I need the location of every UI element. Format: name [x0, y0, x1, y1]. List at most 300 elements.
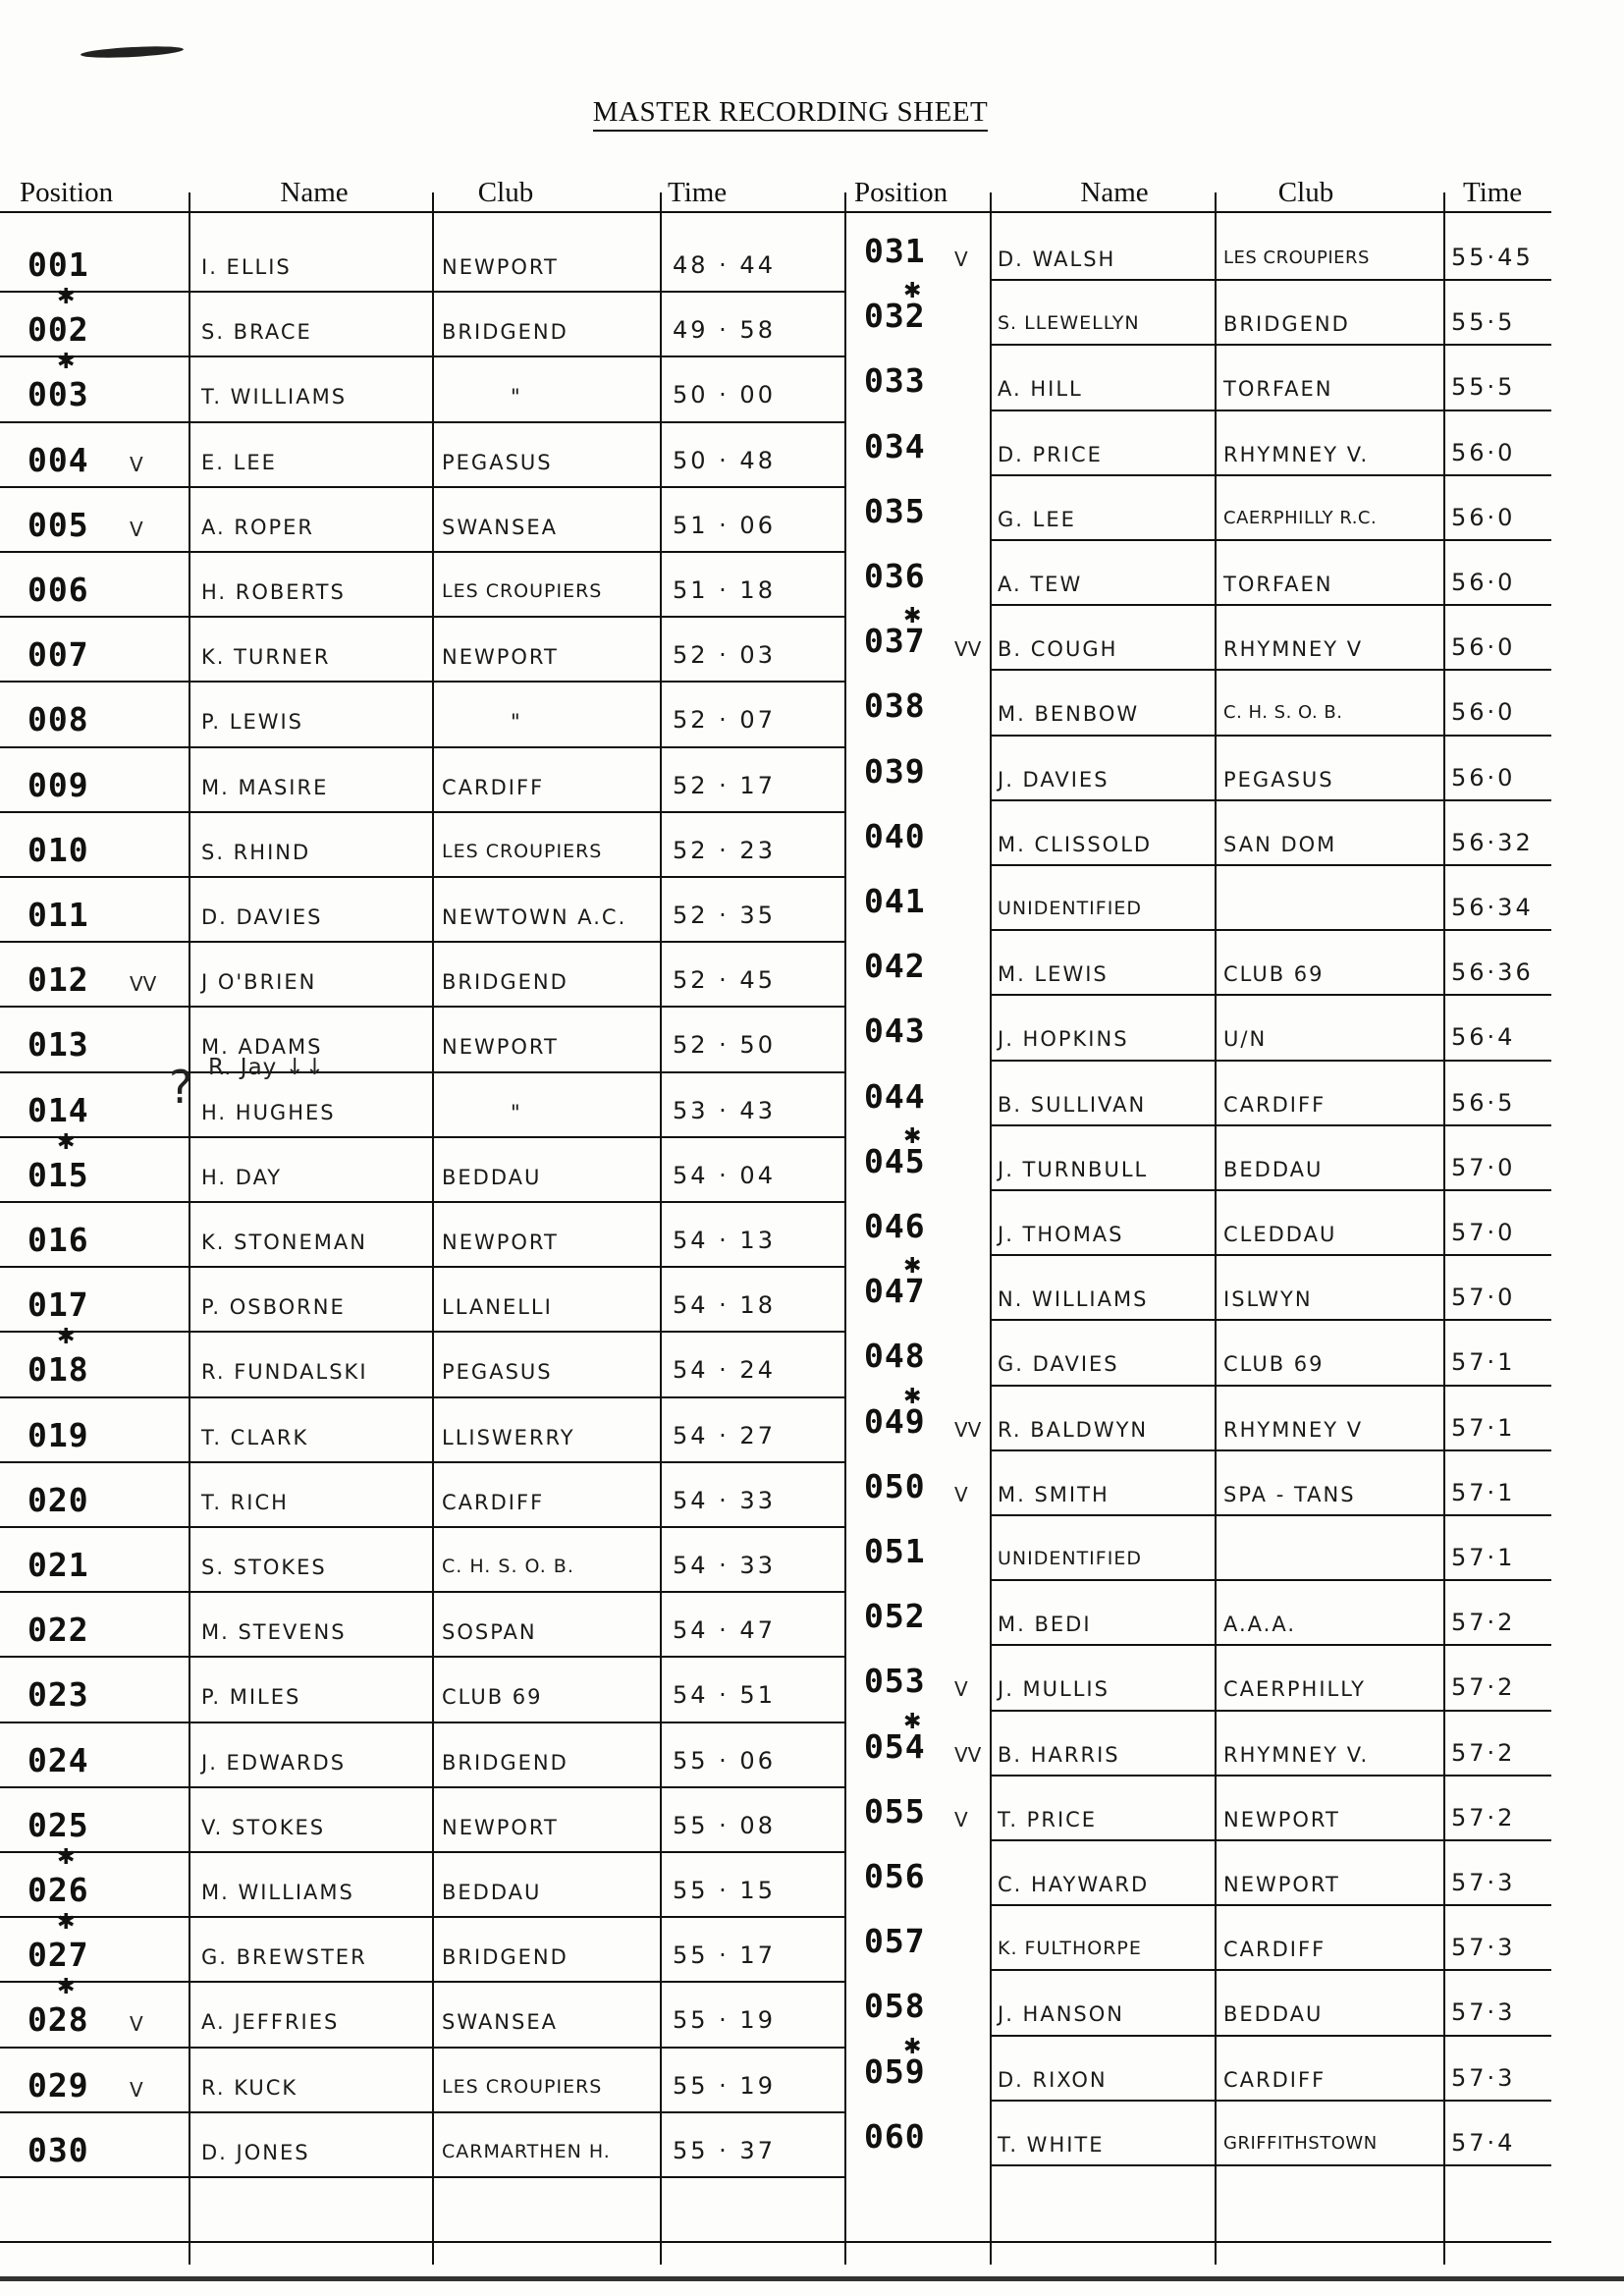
runner-club: LES CROUPIERS: [442, 841, 603, 862]
runner-name: B. COUGH: [998, 637, 1118, 661]
row-rule: [990, 1710, 1551, 1712]
runner-club: BEDDAU: [442, 1881, 542, 1904]
verification-mark: V: [954, 1483, 968, 1506]
runner-club: BRIDGEND: [442, 320, 568, 344]
position-number: 018: [27, 1350, 89, 1389]
row-rule: [0, 1981, 844, 1983]
position-number: 025: [27, 1806, 89, 1844]
row-rule: [990, 864, 1551, 866]
runner-name: B. SULLIVAN: [998, 1093, 1147, 1117]
position-number: 022: [27, 1611, 89, 1649]
runner-name: J. MULLIS: [998, 1677, 1110, 1701]
row-rule: [990, 1319, 1551, 1321]
runner-club: RHYMNEY V.: [1223, 443, 1370, 466]
position-number: 053: [864, 1662, 926, 1700]
position-number: 037: [864, 622, 926, 660]
position-number: 058: [864, 1987, 926, 2025]
finish-time: 57·1: [1451, 1479, 1516, 1506]
runner-club: TORFAEN: [1223, 377, 1333, 401]
row-rule: [990, 994, 1551, 996]
runner-club: CARDIFF: [442, 1491, 545, 1514]
position-number: 036: [864, 557, 926, 595]
column-rule: [990, 192, 992, 2265]
row-rule: [0, 2241, 1551, 2243]
runner-name: M. SMITH: [998, 1483, 1110, 1506]
runner-name: J. DAVIES: [998, 768, 1110, 792]
runner-name: S. BRACE: [201, 320, 312, 344]
runner-name: P. LEWIS: [201, 710, 303, 734]
finish-time: 54 · 24: [673, 1356, 776, 1384]
runner-name: S. RHIND: [201, 841, 311, 864]
row-rule: [0, 486, 844, 488]
position-number: 017: [27, 1285, 89, 1324]
finish-time: 57·3: [1451, 1934, 1516, 1961]
finish-time: 56·0: [1451, 504, 1516, 531]
runner-name: UNIDENTIFIED: [998, 1548, 1142, 1569]
star-mark: ✱: [903, 604, 922, 629]
finish-time: 55·5: [1451, 308, 1516, 336]
runner-club: CARDIFF: [442, 776, 545, 799]
runner-club: NEWPORT: [442, 1035, 559, 1059]
finish-time: 52 · 03: [673, 641, 776, 669]
position-number: 026: [27, 1871, 89, 1909]
runner-club: ": [511, 710, 522, 734]
star-mark: ✱: [57, 1130, 76, 1155]
finish-time: 55 · 15: [673, 1877, 776, 1904]
finish-time: 53 · 43: [673, 1097, 776, 1124]
runner-club: ": [511, 1101, 522, 1124]
row-rule: [990, 604, 1551, 606]
runner-name: J. EDWARDS: [201, 1751, 347, 1775]
row-rule: [0, 681, 844, 683]
row-rule: [990, 1904, 1551, 1906]
row-rule: [0, 1656, 844, 1658]
runner-name: T. WILLIAMS: [201, 385, 348, 409]
star-mark: ✱: [57, 1325, 76, 1349]
runner-name: R. KUCK: [201, 2076, 298, 2100]
runner-name: A. JEFFRIES: [201, 2010, 340, 2034]
runner-club: C. H. S. O. B.: [442, 1556, 574, 1577]
position-number: 043: [864, 1011, 926, 1050]
row-rule: [0, 811, 844, 813]
runner-name: D. DAVIES: [201, 905, 323, 929]
row-rule: [0, 355, 844, 357]
star-mark: ✱: [57, 1975, 76, 1999]
finish-time: 57·2: [1451, 1609, 1516, 1636]
finish-time: 56·34: [1451, 894, 1534, 921]
column-rule: [660, 192, 662, 2265]
runner-name: E. LEE: [201, 451, 277, 474]
position-number: 033: [864, 361, 926, 400]
finish-time: 52 · 17: [673, 772, 776, 799]
runner-name: UNIDENTIFIED: [998, 898, 1142, 919]
position-number: 054: [864, 1727, 926, 1766]
finish-time: 56·0: [1451, 569, 1516, 596]
runner-club: LLISWERRY: [442, 1426, 575, 1449]
position-number: 031: [864, 232, 926, 270]
finish-time: 55 · 17: [673, 1941, 776, 1969]
row-rule: [0, 1591, 844, 1593]
runner-club: NEWTOWN A.C.: [442, 905, 627, 929]
header-rule: [0, 211, 1551, 213]
row-rule: [0, 421, 844, 423]
position-number: 039: [864, 752, 926, 791]
position-number: 046: [864, 1207, 926, 1245]
header-left-club: Club: [477, 177, 534, 208]
finish-time: 50 · 00: [673, 381, 776, 409]
row-rule: [990, 1060, 1551, 1062]
runner-club: BEDDAU: [1223, 1158, 1324, 1181]
row-rule: [0, 1722, 844, 1723]
finish-time: 57·0: [1451, 1219, 1516, 1246]
finish-time: 55 · 06: [673, 1747, 776, 1775]
row-rule: [990, 344, 1551, 346]
runner-club: LES CROUPIERS: [1223, 247, 1370, 268]
star-mark: ✱: [903, 1124, 922, 1149]
runner-name: T. WHITE: [998, 2133, 1105, 2157]
runner-name: M. LEWIS: [998, 962, 1109, 986]
position-number: 049: [864, 1402, 926, 1441]
column-rule: [1443, 192, 1445, 2265]
runner-club: CARDIFF: [1223, 1093, 1326, 1117]
header-right-time: Time: [1463, 177, 1523, 208]
position-number: 045: [864, 1142, 926, 1180]
finish-time: 54 · 33: [673, 1552, 776, 1579]
position-number: 047: [864, 1272, 926, 1310]
runner-name: J O'BRIEN: [201, 970, 317, 994]
runner-club: RHYMNEY V: [1223, 1418, 1364, 1442]
runner-name: M. BENBOW: [998, 702, 1140, 726]
runner-name: D. WALSH: [998, 247, 1116, 271]
verification-mark: VV: [954, 1743, 982, 1767]
runner-name: G. DAVIES: [998, 1352, 1119, 1376]
finish-time: 51 · 06: [673, 512, 776, 539]
row-rule: [0, 551, 844, 553]
finish-time: 54 · 04: [673, 1162, 776, 1189]
finish-time: 54 · 18: [673, 1291, 776, 1319]
header-right-club: Club: [1277, 177, 1334, 208]
row-rule: [990, 2035, 1551, 2037]
runner-name: J. THOMAS: [998, 1223, 1124, 1246]
finish-time: 57·2: [1451, 1739, 1516, 1767]
finish-time: 57·1: [1451, 1348, 1516, 1376]
ink-smudge: [81, 44, 184, 59]
finish-time: 55 · 19: [673, 2072, 776, 2100]
runner-club: LLANELLI: [442, 1295, 553, 1319]
row-rule: [0, 1201, 844, 1203]
position-number: 020: [27, 1481, 89, 1519]
runner-club: TORFAEN: [1223, 573, 1333, 596]
runner-club: NEWPORT: [1223, 1808, 1340, 1831]
runner-name: M. BEDI: [998, 1613, 1092, 1636]
position-number: 013: [27, 1025, 89, 1064]
runner-club: NEWPORT: [442, 1230, 559, 1254]
row-rule: [990, 1124, 1551, 1126]
runner-club: CARDIFF: [1223, 1938, 1326, 1961]
column-rule: [189, 192, 190, 2265]
runner-name: M. STEVENS: [201, 1620, 347, 1644]
finish-time: 56·32: [1451, 829, 1534, 856]
position-number: 006: [27, 571, 89, 609]
runner-club: A.A.A.: [1223, 1613, 1297, 1636]
position-number: 040: [864, 817, 926, 855]
position-number: 024: [27, 1741, 89, 1779]
finish-time: 50 · 48: [673, 447, 776, 474]
page-bottom-edge: [0, 2276, 1624, 2281]
row-rule: [990, 410, 1551, 411]
finish-time: 56·36: [1451, 958, 1534, 986]
position-number: 021: [27, 1546, 89, 1584]
finish-time: 57·2: [1451, 1673, 1516, 1701]
star-mark: ✱: [903, 1254, 922, 1279]
runner-name: D. PRICE: [998, 443, 1103, 466]
position-number: 055: [864, 1792, 926, 1831]
finish-time: 52 · 07: [673, 706, 776, 734]
runner-name: P. OSBORNE: [201, 1295, 346, 1319]
star-mark: ✱: [57, 285, 76, 309]
position-number: 048: [864, 1337, 926, 1375]
runner-club: NEWPORT: [442, 255, 559, 279]
runner-club: C. H. S. O. B.: [1223, 702, 1343, 723]
runner-club: CAERPHILLY R.C.: [1223, 508, 1378, 528]
finish-time: 52 · 45: [673, 966, 776, 994]
finish-time: 56·5: [1451, 1089, 1516, 1117]
row-rule: [0, 1071, 844, 1073]
runner-name: V. STOKES: [201, 1816, 326, 1839]
runner-name: J. HANSON: [998, 2002, 1124, 2026]
runner-club: CLUB 69: [1223, 962, 1325, 986]
star-mark: ✱: [57, 1845, 76, 1870]
question-mark-note: ?: [169, 1061, 193, 1114]
position-number: 044: [864, 1077, 926, 1116]
verification-mark: V: [130, 518, 143, 541]
row-rule: [990, 2100, 1551, 2102]
finish-time: 52 · 50: [673, 1031, 776, 1059]
finish-time: 54 · 51: [673, 1681, 776, 1709]
position-number: 041: [864, 882, 926, 920]
position-number: 034: [864, 427, 926, 465]
runner-name: A. TEW: [998, 573, 1083, 596]
runner-name: B. HARRIS: [998, 1743, 1120, 1767]
position-number: 011: [27, 896, 89, 934]
sheet-title: [0, 96, 1581, 129]
column-rule: [1215, 192, 1217, 2265]
verification-mark: V: [130, 453, 143, 476]
finish-time: 51 · 18: [673, 576, 776, 604]
runner-name: H. DAY: [201, 1166, 283, 1189]
row-rule: [0, 1266, 844, 1268]
row-rule: [990, 929, 1551, 931]
verification-mark: V: [954, 1808, 968, 1831]
added-name-note: R. Jay ↓↓: [208, 1055, 326, 1080]
runner-name: S. STOKES: [201, 1556, 327, 1579]
runner-club: BRIDGEND: [1223, 312, 1350, 336]
runner-club: RHYMNEY V: [1223, 637, 1364, 661]
row-rule: [990, 1644, 1551, 1646]
runner-club: SWANSEA: [442, 516, 558, 539]
position-number: 015: [27, 1156, 89, 1194]
position-number: 051: [864, 1532, 926, 1570]
runner-club: SWANSEA: [442, 2010, 558, 2034]
runner-club: PEGASUS: [442, 1360, 553, 1384]
row-rule: [0, 291, 844, 293]
position-number: 050: [864, 1467, 926, 1505]
runner-name: J. TURNBULL: [998, 1158, 1149, 1181]
header-right-position: Position: [854, 177, 948, 208]
finish-time: 57·1: [1451, 1544, 1516, 1571]
position-number: 001: [27, 246, 89, 284]
position-number: 003: [27, 375, 89, 413]
runner-name: G. LEE: [998, 508, 1076, 531]
position-number: 002: [27, 310, 89, 349]
row-rule: [990, 1969, 1551, 1971]
runner-name: K. STONEMAN: [201, 1230, 367, 1254]
runner-club: RHYMNEY V.: [1223, 1743, 1370, 1767]
star-mark: ✱: [903, 2035, 922, 2059]
position-number: 023: [27, 1675, 89, 1714]
runner-name: M. WILLIAMS: [201, 1881, 354, 1904]
finish-time: 57·2: [1451, 1804, 1516, 1831]
position-number: 007: [27, 635, 89, 674]
row-rule: [990, 1385, 1551, 1387]
row-rule: [0, 1461, 844, 1463]
verification-mark: V: [130, 2078, 143, 2102]
column-rule: [432, 192, 434, 2265]
position-number: 009: [27, 766, 89, 804]
row-rule: [990, 1449, 1551, 1451]
runner-name: A. ROPER: [201, 516, 314, 539]
runner-name: M. ADAMS: [201, 1035, 323, 1059]
row-rule: [0, 2176, 844, 2178]
position-number: 008: [27, 700, 89, 738]
row-rule: [990, 735, 1551, 737]
position-number: 019: [27, 1416, 89, 1454]
runner-club: BRIDGEND: [442, 1751, 568, 1775]
row-rule: [990, 474, 1551, 476]
row-rule: [0, 1136, 844, 1138]
runner-club: LES CROUPIERS: [442, 580, 603, 602]
row-rule: [0, 1396, 844, 1398]
runner-name: T. CLARK: [201, 1426, 309, 1449]
row-rule: [0, 876, 844, 878]
runner-name: D. RIXON: [998, 2068, 1108, 2092]
row-rule: [990, 1189, 1551, 1191]
row-rule: [990, 539, 1551, 541]
runner-club: ISLWYN: [1223, 1287, 1313, 1311]
runner-club: BRIDGEND: [442, 1945, 568, 1969]
finish-time: 52 · 35: [673, 902, 776, 929]
runner-club: LES CROUPIERS: [442, 2076, 603, 2098]
position-number: 010: [27, 831, 89, 869]
runner-club: CAERPHILLY: [1223, 1677, 1366, 1701]
header-left-name: Name: [280, 177, 349, 208]
runner-name: M. CLISSOLD: [998, 833, 1153, 856]
verification-mark: V: [954, 247, 968, 271]
verification-mark: V: [954, 1677, 968, 1701]
finish-time: 54 · 33: [673, 1487, 776, 1514]
row-rule: [990, 1514, 1551, 1516]
header-right-name: Name: [1080, 177, 1149, 208]
finish-time: 54 · 13: [673, 1227, 776, 1254]
finish-time: 57·0: [1451, 1284, 1516, 1311]
position-number: 016: [27, 1221, 89, 1259]
position-number: 012: [27, 960, 89, 999]
position-number: 030: [27, 2131, 89, 2169]
star-mark: ✱: [903, 1710, 922, 1734]
star-mark: ✱: [57, 350, 76, 374]
finish-time: 57·3: [1451, 1998, 1516, 2026]
runner-club: NEWPORT: [442, 645, 559, 669]
runner-club: CARDIFF: [1223, 2068, 1326, 2092]
runner-name: K. FULTHORPE: [998, 1938, 1142, 1959]
runner-name: G. BREWSTER: [201, 1945, 367, 1969]
finish-time: 48 · 44: [673, 251, 776, 279]
runner-name: M. MASIRE: [201, 776, 329, 799]
row-rule: [0, 746, 844, 748]
header-left-time: Time: [668, 177, 728, 208]
runner-name: D. JONES: [201, 2141, 310, 2164]
position-number: 029: [27, 2066, 89, 2105]
star-mark: ✱: [57, 1910, 76, 1935]
finish-time: 56·0: [1451, 764, 1516, 792]
runner-name: T. PRICE: [998, 1808, 1098, 1831]
runner-club: CLUB 69: [1223, 1352, 1325, 1376]
runner-club: SPA - TANS: [1223, 1483, 1356, 1506]
position-number: 059: [864, 2052, 926, 2091]
runner-name: C. HAYWARD: [998, 1873, 1150, 1896]
finish-time: 57·4: [1451, 2129, 1516, 2157]
runner-club: CLEDDAU: [1223, 1223, 1337, 1246]
finish-time: 54 · 47: [673, 1616, 776, 1644]
runner-club: ": [511, 385, 522, 409]
runner-club: PEGASUS: [1223, 768, 1334, 792]
sheet-title-text: MASTER RECORDING SHEET: [593, 96, 989, 132]
position-number: 038: [864, 686, 926, 725]
position-number: 035: [864, 492, 926, 530]
finish-time: 57·3: [1451, 1869, 1516, 1896]
position-number: 027: [27, 1936, 89, 1974]
verification-mark: VV: [954, 1418, 982, 1442]
finish-time: 55·45: [1451, 244, 1534, 271]
position-number: 060: [864, 2117, 926, 2156]
row-rule: [0, 1916, 844, 1918]
position-number: 057: [864, 1922, 926, 1960]
runner-club: BRIDGEND: [442, 970, 568, 994]
runner-name: P. MILES: [201, 1685, 301, 1709]
runner-name: N. WILLIAMS: [998, 1287, 1149, 1311]
row-rule: [0, 2111, 844, 2113]
position-number: 056: [864, 1857, 926, 1895]
runner-club: CLUB 69: [442, 1685, 543, 1709]
runner-club: CARMARTHEN H.: [442, 2141, 611, 2162]
star-mark: ✱: [903, 1385, 922, 1409]
runner-name: H. ROBERTS: [201, 580, 346, 604]
runner-club: SOSPAN: [442, 1620, 537, 1644]
finish-time: 55 · 37: [673, 2137, 776, 2164]
position-number: 014: [27, 1091, 89, 1129]
row-rule: [0, 616, 844, 618]
finish-time: 56·0: [1451, 698, 1516, 726]
finish-time: 52 · 23: [673, 837, 776, 864]
position-number: 032: [864, 297, 926, 335]
row-rule: [0, 2047, 844, 2049]
runner-name: J. HOPKINS: [998, 1027, 1129, 1051]
position-number: 042: [864, 947, 926, 985]
runner-club: PEGASUS: [442, 451, 553, 474]
finish-time: 56·0: [1451, 439, 1516, 466]
finish-time: 56·0: [1451, 633, 1516, 661]
runner-name: R. BALDWYN: [998, 1418, 1149, 1442]
